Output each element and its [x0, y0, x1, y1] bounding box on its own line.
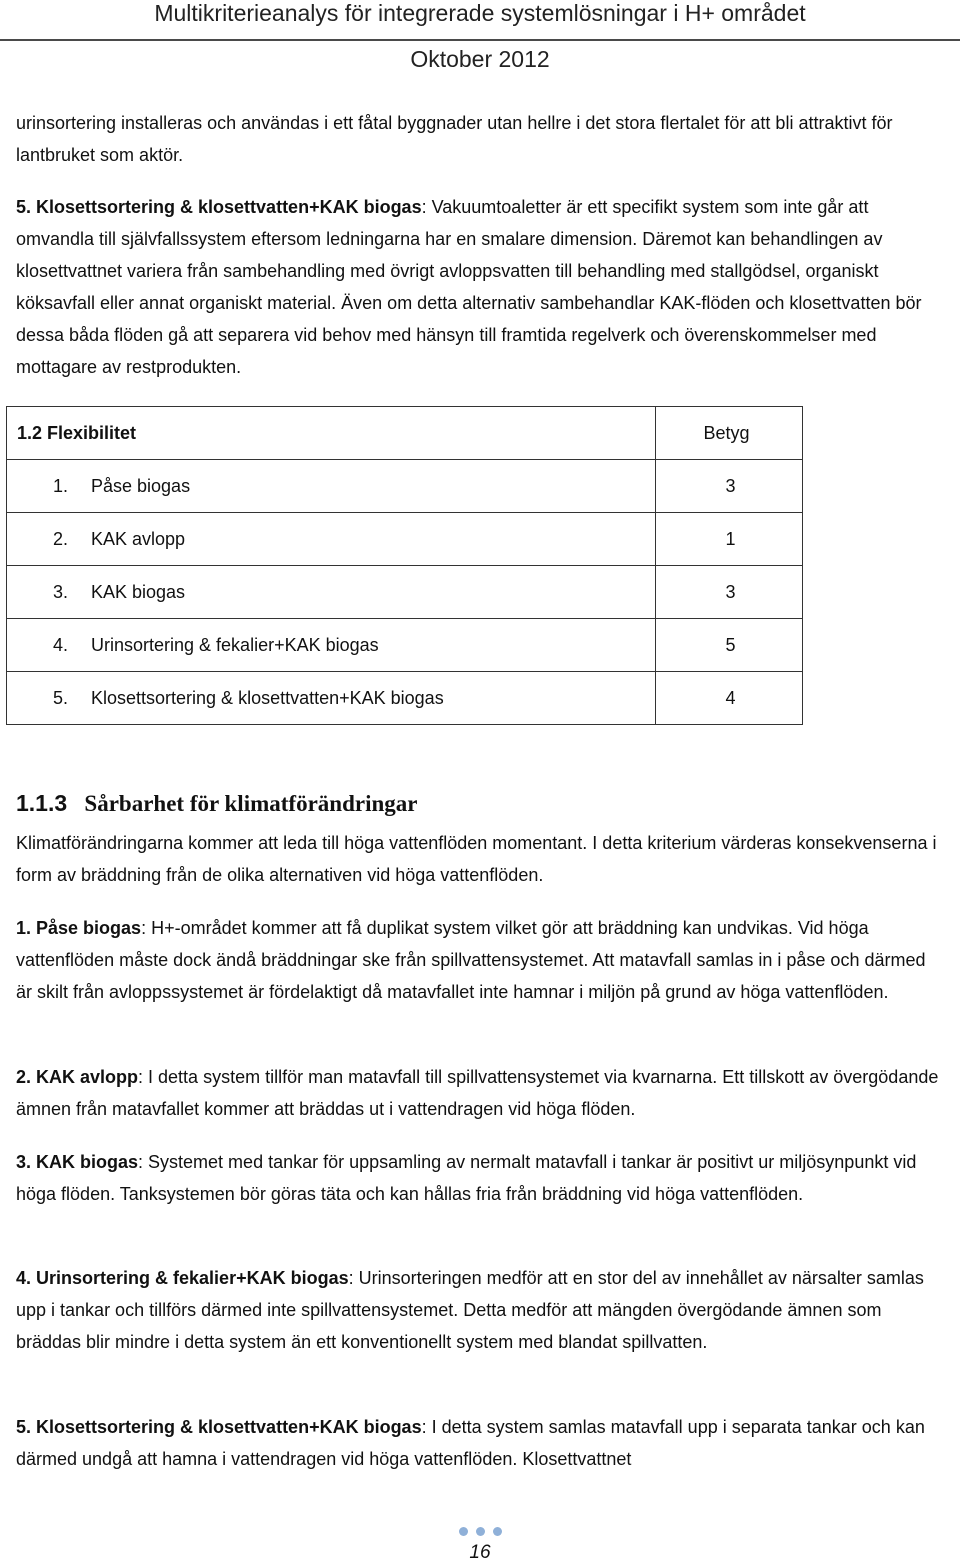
table-header-row: [7, 407, 803, 460]
footer-dots-icon: [0, 1527, 960, 1536]
flex-item-5-text: : Vakuumtoaletter är ett specifikt system som inte går att omvandla till självfallssystem eftersom ledningarna har en smalare dimension. Däremot kan behandlingen av klosettvattnet variera från sambehandling med övrigt avloppsvatten till behandling med stallgödsel, organiskt köksavfall eller annat organiskt material. Även om detta alternativ sambehandlar KAK-flöden och klosettvatten bör dessa båda flöden gå att separera vid behov med hänsyn till framtida regelverk och överenskommelser med mottagare av restprodukten.: [16, 197, 922, 377]
climate-item-5: 5. Klosettsortering & klosettvatten+KAK biogas: I detta system samlas matavfall upp i separata tankar och kan därmed undgå att hamna i vattendragen vid höga vattenflöden. Klosettvattnet: [16, 1417, 925, 1469]
climate-item-2: 2. KAK avlopp: I detta system tillför man matavfall till spillvattensystemet via kvarnarna. Ett tillskott av övergödande ämnen från matavfallet kommer att bräddas ut i vattendragen vid höga flöden.: [16, 1067, 939, 1119]
document-title: Multikriterieanalys för integrerade systemlösningar i H+ området: [154, 0, 806, 26]
table-heading: 1.2 Flexibilitet: [7, 407, 656, 460]
section-heading: 1.1.3 Sårbarhet för klimatförändringar: [16, 790, 418, 816]
flex-item-5: [16, 191, 946, 383]
table-row: 1. Påse biogas 3: [7, 460, 803, 513]
table-row: 3. KAK biogas 3: [7, 566, 803, 619]
header-rule: [0, 39, 960, 41]
intro-paragraph: urinsortering installeras och användas i ett fåtal byggnader utan hellre i det stora flertalet för att bli attraktivt för lantbruket som aktör.: [16, 113, 893, 165]
table-row: 5. Klosettsortering & klosettvatten+KAK biogas 4: [7, 672, 803, 725]
climate-item-3: 3. KAK biogas: Systemet med tankar för uppsamling av nermalt matavfall i tankar är positivt ur miljösynpunkt vid höga flöden. Tanksystemen bör göras täta och kan hållas fria från bräddning vid höga vattenflöden.: [16, 1152, 917, 1204]
rating-table: [6, 406, 803, 725]
climate-item-4: 4. Urinsortering & fekalier+KAK biogas: Urinsorteringen medför att en stor del av innehållet av närsalter samlas upp i tankar och tillförs därmed inte spillvattensystemet. Detta medför att mängden övergödande ämnen som bräddas blir mindre i detta system än ett konventionellt system med blandat spillvatten.: [16, 1268, 924, 1352]
section-intro: Klimatförändringarna kommer att leda till höga vattenflöden momentant. I detta kriterium värderas konsekvenserna i form av bräddning från de olika alternativen vid höga vattenflöden.: [16, 833, 937, 885]
table-row: 4. Urinsortering & fekalier+KAK biogas 5: [7, 619, 803, 672]
climate-item-1: 1. Påse biogas: H+-området kommer att få duplikat system vilket gör att bräddning kan undvikas. Vid höga vattenflöden måste dock ändå bräddningar ske från spillvattensystemet. Att matavfall samlas in i påse och därmed är skilt från avloppssystemet är fördelaktigt då matavfallet inte hamnar i miljön på grund av höga vattenflöden.: [16, 918, 926, 1002]
page-footer: [0, 1527, 960, 1564]
page-number: 16: [469, 1542, 491, 1563]
table-row: 2. KAK avlopp 1: [7, 513, 803, 566]
flex-item-5-label: 5. Klosettsortering & klosettvatten+KAK biogas: [16, 197, 422, 217]
score-heading: Betyg: [655, 407, 802, 460]
document-date: Oktober 2012: [410, 46, 550, 72]
